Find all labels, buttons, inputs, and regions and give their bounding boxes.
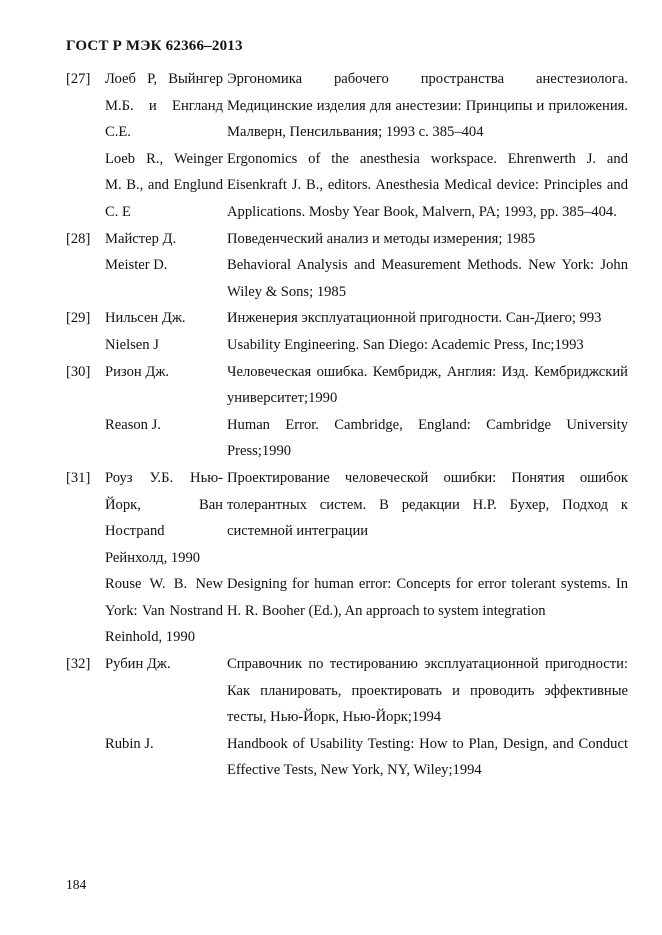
reference-body — [105, 651, 628, 784]
reference-number: [28] — [66, 230, 91, 247]
reference-list — [66, 66, 628, 784]
reference-author: Ризон Дж. — [105, 363, 170, 380]
reference-body — [105, 66, 628, 226]
reference-title: Ergonomics of the anesthesia workspace. Ehrenwerth J. and Eisenkraft J. B., editors. Anesthesia Medical device: Principles and Applications. Mosby Year Book, Malvern, PA; 1993, pp. 385–404. — [227, 150, 628, 220]
reference-title: Человеческая ошибка. Кембридж, Англия: Изд. Кембриджский университет;1990 — [227, 363, 628, 407]
reference-pair-ru — [105, 66, 628, 146]
reference-author: Роуз У.Б. Нью-Йорк, Ван Нострand Рейнхолд, 1990 — [105, 469, 223, 566]
reference-pair-en — [105, 252, 628, 305]
reference-pair-en — [105, 571, 628, 651]
reference-body — [105, 226, 628, 306]
reference-title: Инженерия эксплуатационной пригодности. Сан-Диего; 993 — [227, 310, 602, 327]
reference-number: [31] — [66, 469, 91, 486]
reference-author: Нильсен Дж. — [105, 310, 186, 327]
reference-entry-31 — [66, 465, 628, 651]
page-number: 184 — [66, 877, 87, 892]
reference-title: Designing for human error: Concepts for error tolerant systems. In H. R. Booher (Ed.), An approach to system integration — [227, 576, 628, 619]
reference-entry-28 — [66, 226, 628, 306]
reference-author: Nielsen J — [105, 336, 159, 353]
reference-author: Майстер Д. — [105, 230, 177, 247]
reference-pair-en — [105, 412, 628, 465]
reference-number: [29] — [66, 310, 91, 327]
reference-number: [27] — [66, 71, 91, 87]
reference-author: Rouse W. B. New York: Van Nostrand Reinhold, 1990 — [105, 576, 223, 646]
reference-pair-ru — [105, 651, 628, 731]
reference-title: Поведенческий анализ и методы измерения; 1985 — [227, 230, 536, 247]
reference-author: Rubin J. — [105, 735, 154, 752]
reference-pair-ru — [105, 359, 628, 412]
reference-author: Reason J. — [105, 416, 161, 433]
reference-entry-29 — [66, 305, 628, 358]
reference-pair-ru — [105, 226, 628, 253]
reference-author: Рубин Дж. — [105, 656, 171, 673]
reference-author: Лоеб Р, Выйнгер М.Б. и Енгланд С.Е. — [105, 71, 223, 141]
reference-pair-ru — [105, 465, 628, 571]
reference-pair-en — [105, 731, 628, 784]
reference-pair-ru — [105, 305, 628, 332]
reference-title: Usability Engineering. San Diego: Academic Press, Inc;1993 — [227, 336, 584, 353]
document-header: ГОСТ Р МЭК 62366–2013 — [66, 38, 243, 54]
reference-title: Проектирование человеческой ошибки: Понятия ошибок толерантных систем. В редакции Н.Р. Бухер, Подход к системной интеграции — [227, 469, 628, 540]
reference-number: [30] — [66, 363, 91, 380]
reference-entry-27 — [66, 66, 628, 226]
reference-body — [105, 359, 628, 465]
reference-pair-en — [105, 332, 628, 359]
reference-body — [105, 305, 628, 358]
reference-body — [105, 465, 628, 651]
reference-title: Handbook of Usability Testing: How to Plan, Design, and Conduct Effective Tests, New York, NY, Wiley;1994 — [227, 735, 628, 779]
reference-pair-en — [105, 146, 628, 226]
reference-title: Справочник по тестированию эксплуатационной пригодности: Как планировать, проектировать и проводить эффективные тесты, Нью-Йорк, Нью-Йорк;1994 — [227, 656, 628, 726]
reference-number: [32] — [66, 656, 91, 673]
reference-title: Behavioral Analysis and Measurement Methods. New York: John Wiley & Sons; 1985 — [227, 257, 628, 300]
reference-entry-30 — [66, 359, 628, 465]
reference-title: Human Error. Cambridge, England: Cambridge University Press;1990 — [227, 416, 628, 460]
reference-title: Эргономика рабочего пространства анестезиолога. Медицинские изделия для анестезии: Принципы и приложения. Малверн, Пенсильвания; 1993 с. 385–404 — [227, 71, 628, 141]
reference-author: Loeb R., Weinger M. B., and Englund C. E — [105, 150, 223, 220]
reference-entry-32 — [66, 651, 628, 784]
reference-author: Meister D. — [105, 257, 168, 274]
